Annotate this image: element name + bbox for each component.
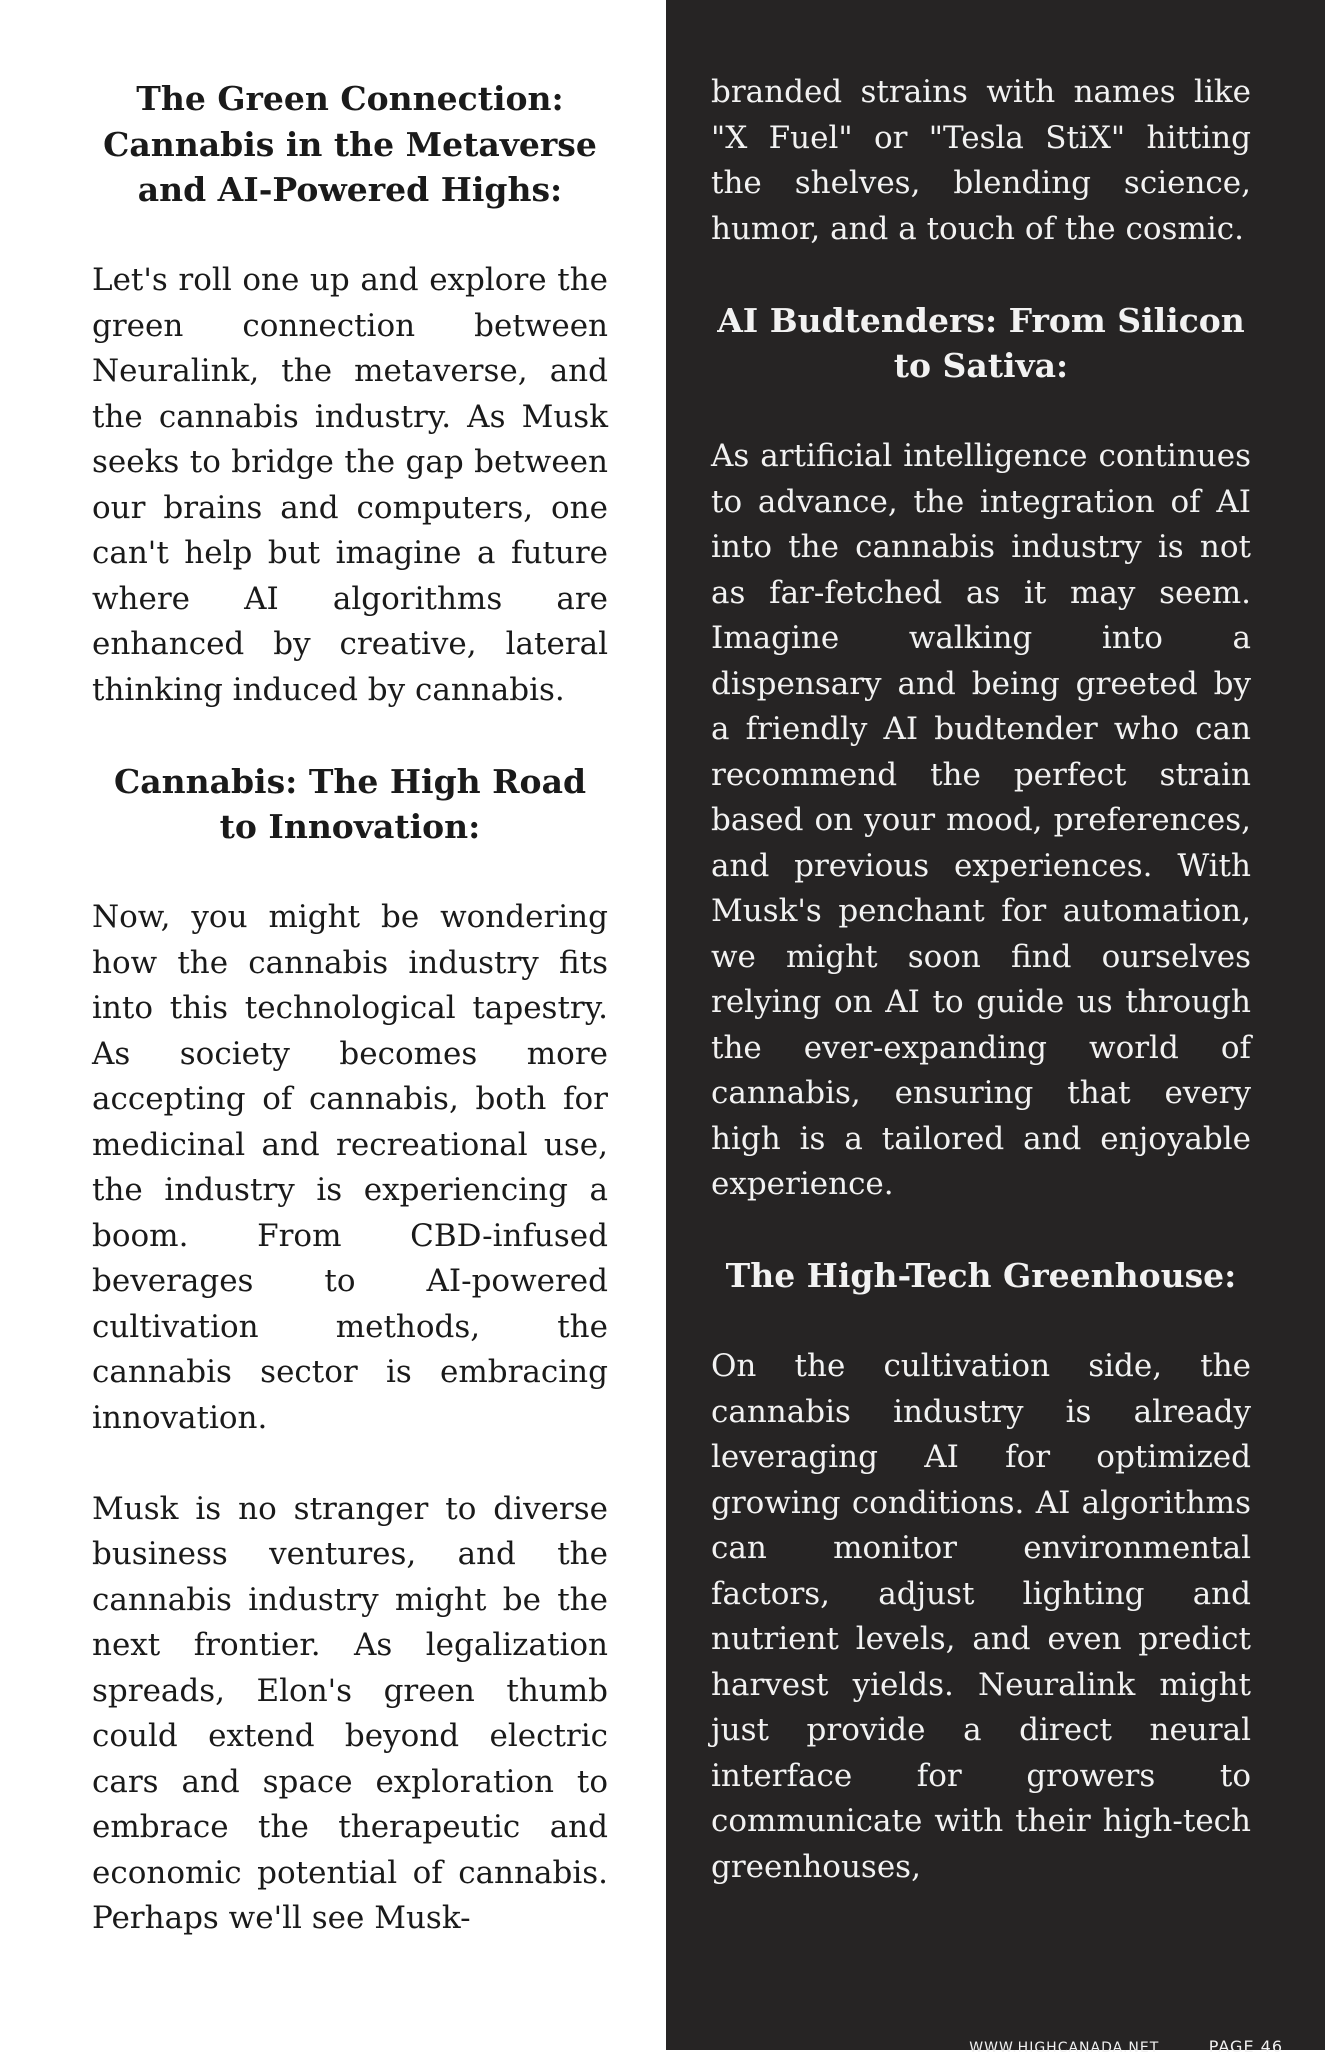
left-column-content bbox=[92, 76, 608, 1942]
right-column-content bbox=[711, 70, 1251, 1890]
heading-ai-budtenders: AI Budtenders: From Silicon to Sativa: bbox=[717, 300, 1245, 385]
paragraph-ai-budtender: As artificial intelligence continues to advance, the integration of AI into the cannabis industry is not as far-fetched as it may seem. Imagine walking into a dispensary and being greeted by a friendly AI budtender who can recommend the perfect strain based on your mood, preferences, and previous experiences. With Musk's penchant for automation, we might soon find ourselves relying on AI to guide us through the ever-expanding world of cannabis, ensuring that every high is a tailored and enjoyable experience. bbox=[711, 438, 1251, 1202]
paragraph-tapestry: Now, you might be wondering how the cannabis industry fits into this technological tapestry. As society becomes more accepting of cannabis, both for medicinal and recreational use, the industry is experiencing a boom. From CBD-infused beverages to AI-powered cultivation methods, the cannabis sector is embracing innovation. bbox=[92, 899, 608, 1436]
right-column bbox=[666, 0, 1325, 2056]
heading-greenhouse: The High-Tech Greenhouse: bbox=[725, 1256, 1237, 1295]
paragraph-musk-ventures: Musk is no stranger to diverse business ventures, and the cannabis industry might be the next frontier. As legalization spreads, Elon's green thumb could extend beyond electric cars and space exploration to embrace the therapeutic and economic potential of cannabis. Perhaps we'll see Musk- bbox=[92, 1490, 608, 1936]
heading-high-road: Cannabis: The High Road to Innovation: bbox=[113, 761, 587, 846]
paragraph-cultivation: On the cultivation side, the cannabis industry is already leveraging AI for optimized growing conditions. AI algorithms can monitor environmental factors, adjust lighting and nutrient levels, and even predict harvest yields. Neuralink might just provide a direct neural interface for growers to communicate with their high-tech greenhouses, bbox=[711, 1348, 1251, 1885]
page-footer bbox=[969, 2037, 1283, 2056]
page-number: PAGE 46 bbox=[1208, 2037, 1283, 2056]
footer-url: WWW.HIGHCANADA.NET bbox=[969, 2040, 1160, 2056]
heading-green-connection: The Green Connection: Cannabis in the Metaverse and AI-Powered Highs: bbox=[103, 79, 597, 209]
paragraph-branded-strains: branded strains with names like "X Fuel" or "Tesla StiX" hitting the shelves, blending science, humor, and a touch of the cosmic. bbox=[711, 74, 1251, 247]
paragraph-intro: Let's roll one up and explore the green connection between Neuralink, the metaverse, and the cannabis industry. As Musk seeks to bridge the gap between our brains and computers, one can't help but imagine a future where AI algorithms are enhanced by creative, lateral thinking induced by cannabis. bbox=[92, 262, 608, 708]
